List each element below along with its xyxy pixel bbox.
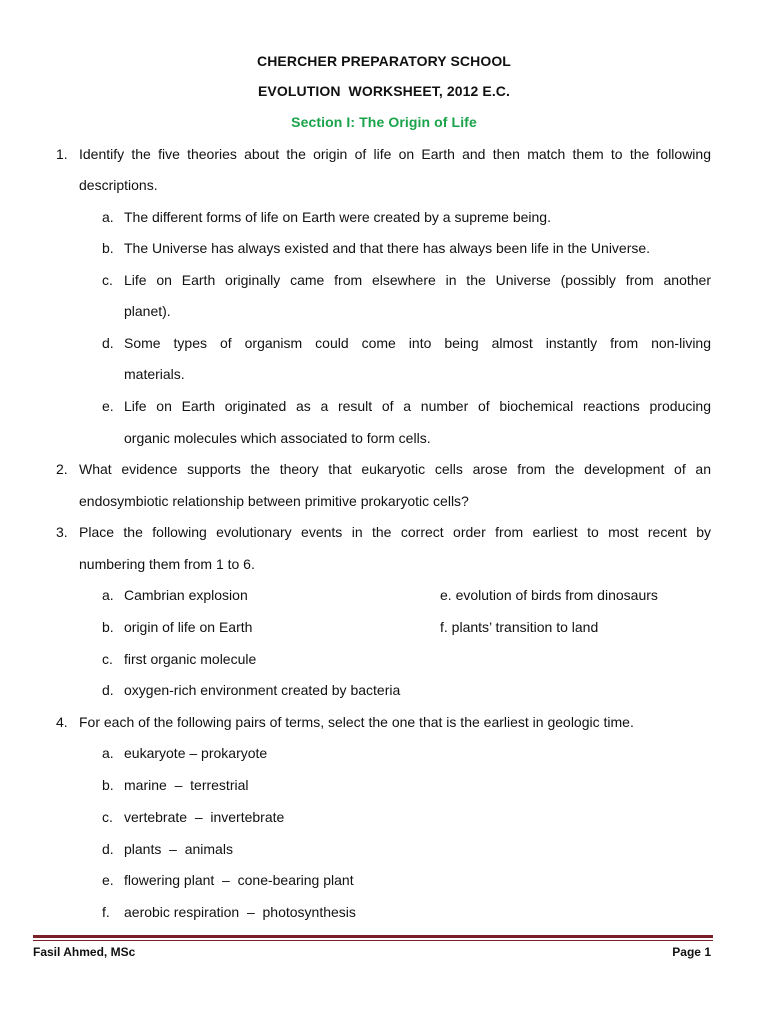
item-text: first organic molecule — [124, 651, 257, 667]
item-letter: b. — [102, 240, 114, 256]
item-letter: c. — [102, 272, 113, 288]
item-letter: b. — [102, 777, 114, 793]
question-text: Identify the five theories about the origin of life on Earth and then match them to the following — [79, 146, 711, 162]
item-letter: a. — [102, 587, 114, 603]
question-text: For each of the following pairs of terms, select the one that is the earliest in geologic time. — [79, 714, 634, 730]
item-text: flowering plant – cone-bearing plant — [124, 872, 354, 888]
item-letter: b. — [102, 619, 114, 635]
question-number: 2. — [56, 461, 68, 477]
item-text-right: e. evolution of birds from dinosaurs — [440, 587, 658, 603]
question-number: 1. — [56, 146, 68, 162]
item-text: origin of life on Earth — [124, 619, 253, 635]
item-text: eukaryote – prokaryote — [124, 745, 268, 761]
footer-divider — [33, 935, 713, 938]
item-letter: d. — [102, 841, 114, 857]
question-number: 3. — [56, 524, 68, 540]
item-text: marine – terrestrial — [124, 777, 249, 793]
question-text: Place the following evolutionary events in the correct order from earliest to most recent by — [79, 524, 711, 540]
page-number: Page 1 — [672, 945, 711, 959]
item-text: Life on Earth originated as a result of a number of biochemical reactions producing — [124, 398, 711, 414]
question-text: numbering them from 1 to 6. — [79, 556, 255, 572]
item-letter: c. — [102, 651, 113, 667]
item-text: Cambrian explosion — [124, 587, 248, 603]
item-text: organic molecules which associated to form cells. — [124, 430, 431, 446]
item-text: Some types of organism could come into being almost instantly from non-living — [124, 335, 711, 351]
section-heading: Section I: The Origin of Life — [291, 114, 477, 130]
item-text: planet). — [124, 303, 171, 319]
item-text: Life on Earth originally came from elsewhere in the Universe (possibly from another — [124, 272, 711, 288]
item-letter: f. — [102, 904, 110, 920]
item-text: The different forms of life on Earth were created by a supreme being. — [124, 209, 551, 225]
item-letter: a. — [102, 745, 114, 761]
item-text: oxygen-rich environment created by bacteria — [124, 682, 401, 698]
question-text: endosymbiotic relationship between primitive prokaryotic cells? — [79, 493, 469, 509]
item-text: plants – animals — [124, 841, 233, 857]
item-text: The Universe has always existed and that there has always been life in the Universe. — [124, 240, 651, 256]
footer-author: Fasil Ahmed, MSc — [33, 945, 136, 959]
school-title: CHERCHER PREPARATORY SCHOOL — [257, 53, 511, 69]
item-letter: c. — [102, 809, 113, 825]
worksheet-title: EVOLUTION WORKSHEET, 2012 E.C. — [257, 83, 511, 99]
item-letter: a. — [102, 209, 114, 225]
item-text: materials. — [124, 366, 185, 382]
item-text: aerobic respiration – photosynthesis — [124, 904, 356, 920]
item-letter: e. — [102, 872, 114, 888]
question-text: descriptions. — [79, 177, 158, 193]
item-letter: d. — [102, 682, 114, 698]
question-text: What evidence supports the theory that eukaryotic cells arose from the development of an — [79, 461, 711, 477]
question-number: 4. — [56, 714, 68, 730]
item-text-right: f. plants’ transition to land — [440, 619, 599, 635]
item-letter: d. — [102, 335, 114, 351]
footer-divider-thin — [33, 940, 713, 941]
item-text: vertebrate – invertebrate — [124, 809, 285, 825]
item-letter: e. — [102, 398, 114, 414]
